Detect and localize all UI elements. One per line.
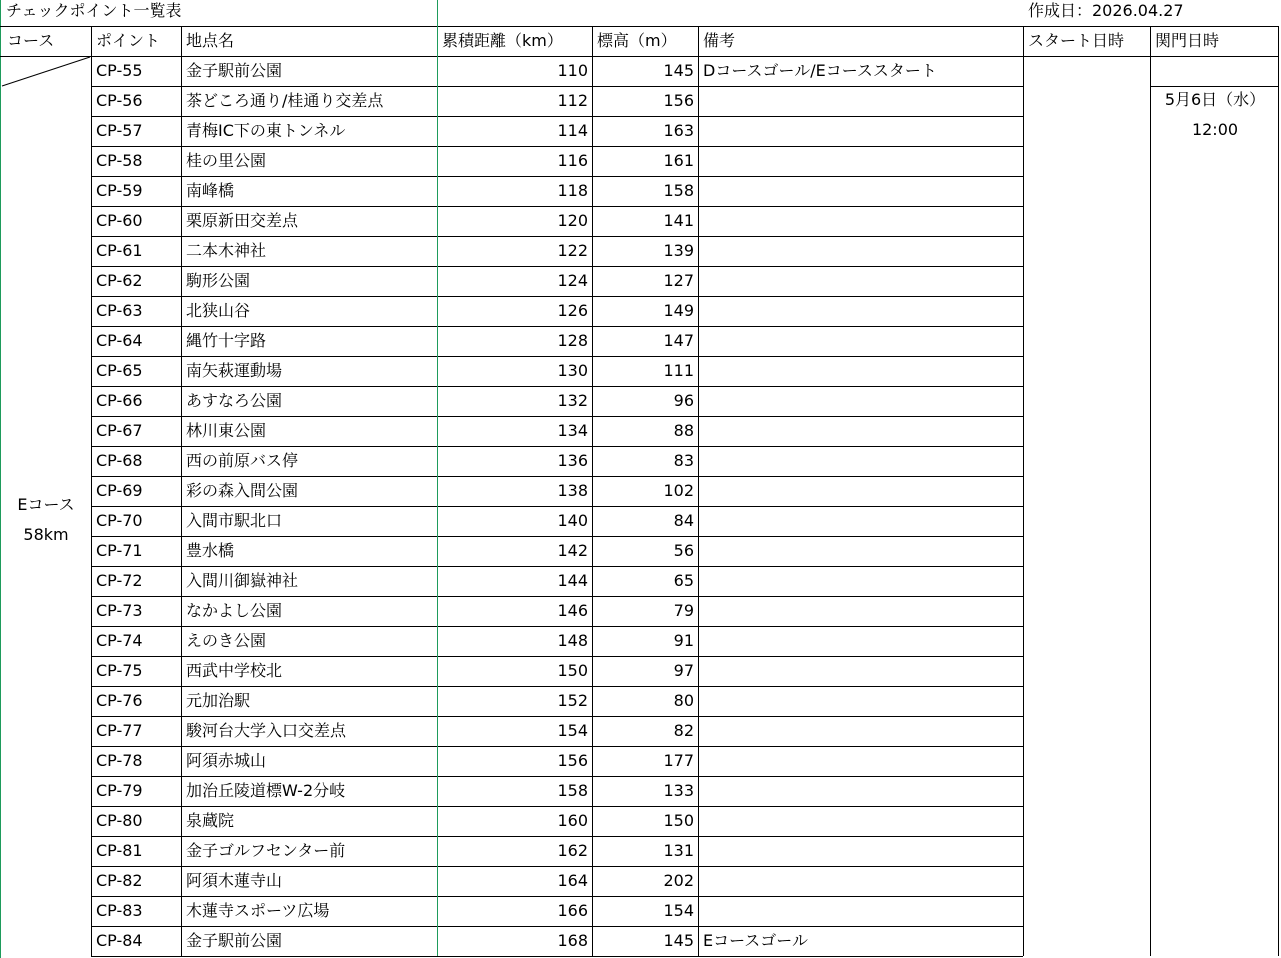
row-cp: CP-55 xyxy=(96,61,143,80)
row-distance: 128 xyxy=(557,331,588,350)
row-note: Dコースゴール/Eコーススタート xyxy=(703,61,937,80)
row-distance: 136 xyxy=(557,451,588,470)
row-elevation: 145 xyxy=(663,931,694,950)
col-border xyxy=(1150,26,1151,956)
row-cp: CP-67 xyxy=(96,421,143,440)
row-note xyxy=(698,746,1023,776)
row-border xyxy=(91,386,1023,387)
row-border xyxy=(91,476,1023,477)
row-distance: 130 xyxy=(557,361,588,380)
row-cp: CP-56 xyxy=(96,91,143,110)
row-place: 桂の里公園 xyxy=(186,151,267,170)
row-border xyxy=(91,266,1023,267)
row-note xyxy=(698,266,1023,296)
row-place: 加治丘陵道標W-2分岐 xyxy=(186,781,346,800)
course-length: 58km xyxy=(23,525,69,544)
row-border xyxy=(91,206,1023,207)
row-distance: 124 xyxy=(557,271,588,290)
row-cp: CP-84 xyxy=(96,931,143,950)
row-border xyxy=(91,746,1023,747)
col-border xyxy=(91,26,92,956)
header-distance: 累積距離（km） xyxy=(442,31,563,50)
row-distance: 140 xyxy=(557,511,588,530)
row-place: 阿須赤城山 xyxy=(186,751,267,770)
row-place: 金子ゴルフセンター前 xyxy=(186,841,346,860)
row-border xyxy=(91,926,1023,927)
row-elevation: 80 xyxy=(673,691,694,710)
row-distance: 158 xyxy=(557,781,588,800)
row-elevation: 102 xyxy=(663,481,694,500)
row-elevation: 127 xyxy=(663,271,694,290)
row-place: 南峰橋 xyxy=(186,181,235,200)
row-border xyxy=(91,716,1023,717)
row-cp: CP-64 xyxy=(96,331,143,350)
row-elevation: 150 xyxy=(663,811,694,830)
row-note xyxy=(698,476,1023,506)
header-start: スタート日時 xyxy=(1028,31,1125,50)
row-distance: 168 xyxy=(557,931,588,950)
row-border xyxy=(91,836,1023,837)
row-note xyxy=(698,566,1023,596)
row-note xyxy=(698,296,1023,326)
row-elevation: 139 xyxy=(663,241,694,260)
row-place: 林川東公園 xyxy=(186,421,267,440)
row-elevation: 202 xyxy=(663,871,694,890)
row-place: 豊水橋 xyxy=(186,541,235,560)
row-distance: 112 xyxy=(557,91,588,110)
row-place: 北狭山谷 xyxy=(186,301,251,320)
row-place: 茶どころ通り/桂通り交差点 xyxy=(186,91,384,110)
row-elevation: 56 xyxy=(673,541,694,560)
row-note xyxy=(698,326,1023,356)
header-elevation: 標高（m） xyxy=(597,31,677,50)
row-elevation: 141 xyxy=(663,211,694,230)
row-place: 元加治駅 xyxy=(186,691,251,710)
row-distance: 120 xyxy=(557,211,588,230)
row-place: 南矢萩運動場 xyxy=(186,361,283,380)
col-border xyxy=(1023,26,1024,956)
header-top-border xyxy=(0,26,1278,27)
row-note xyxy=(698,626,1023,656)
row-note xyxy=(698,146,1023,176)
row-border xyxy=(91,806,1023,807)
row-cp: CP-72 xyxy=(96,571,143,590)
row-place: 木蓮寺スポーツ広場 xyxy=(186,901,330,920)
row-place: えのき公園 xyxy=(186,631,267,650)
row-distance: 118 xyxy=(557,181,588,200)
row-distance: 150 xyxy=(557,661,588,680)
row-border xyxy=(91,146,1023,147)
row-note: Eコースゴール xyxy=(703,931,808,950)
row-note xyxy=(698,596,1023,626)
col-border xyxy=(437,26,438,956)
row-elevation: 83 xyxy=(673,451,694,470)
row-border xyxy=(91,236,1023,237)
row-note xyxy=(698,116,1023,146)
row-border xyxy=(91,446,1023,447)
row-distance: 162 xyxy=(557,841,588,860)
row-place: なかよし公園 xyxy=(186,601,283,620)
row-cp: CP-79 xyxy=(96,781,143,800)
row-elevation: 158 xyxy=(663,181,694,200)
row-distance: 126 xyxy=(557,301,588,320)
row-note xyxy=(698,506,1023,536)
row-elevation: 177 xyxy=(663,751,694,770)
row-border xyxy=(91,866,1023,867)
row-border xyxy=(91,656,1023,657)
row-elevation: 133 xyxy=(663,781,694,800)
row-cp: CP-60 xyxy=(96,211,143,230)
title-divider xyxy=(437,0,438,26)
row-distance: 148 xyxy=(557,631,588,650)
gate-date: 5月6日（水） xyxy=(1164,90,1266,109)
row-note xyxy=(698,536,1023,566)
row-border xyxy=(91,326,1023,327)
row-elevation: 131 xyxy=(663,841,694,860)
row-note xyxy=(698,86,1023,116)
row-note xyxy=(698,776,1023,806)
sheet-title: チェックポイント一覧表 xyxy=(6,1,182,20)
row-distance: 110 xyxy=(557,61,588,80)
row-distance: 166 xyxy=(557,901,588,920)
row-note xyxy=(698,656,1023,686)
row-elevation: 97 xyxy=(673,661,694,680)
row-border xyxy=(91,356,1023,357)
row-border xyxy=(91,896,1023,897)
row-note xyxy=(698,866,1023,896)
row-border xyxy=(91,626,1023,627)
row-elevation: 161 xyxy=(663,151,694,170)
row-elevation: 91 xyxy=(673,631,694,650)
row-cp: CP-58 xyxy=(96,151,143,170)
header-place: 地点名 xyxy=(186,31,235,50)
row-border xyxy=(91,506,1023,507)
row-border xyxy=(91,596,1023,597)
row-place: 西の前原バス停 xyxy=(186,451,299,470)
row-cp: CP-62 xyxy=(96,271,143,290)
row-place: 阿須木蓮寺山 xyxy=(186,871,283,890)
row-cp: CP-81 xyxy=(96,841,143,860)
row-place: 駒形公園 xyxy=(186,271,251,290)
row-cp: CP-63 xyxy=(96,301,143,320)
row-border xyxy=(91,566,1023,567)
row-cp: CP-57 xyxy=(96,121,143,140)
col-border xyxy=(698,26,699,956)
row-distance: 160 xyxy=(557,811,588,830)
row-elevation: 82 xyxy=(673,721,694,740)
row-elevation: 84 xyxy=(673,511,694,530)
row-note xyxy=(698,896,1023,926)
row-distance: 146 xyxy=(557,601,588,620)
row-cp: CP-69 xyxy=(96,481,143,500)
row-note xyxy=(698,386,1023,416)
row-cp: CP-74 xyxy=(96,631,143,650)
row-distance: 154 xyxy=(557,721,588,740)
row-cp: CP-77 xyxy=(96,721,143,740)
sheet-left-edge xyxy=(0,0,1,958)
row-elevation: 147 xyxy=(663,331,694,350)
row-note xyxy=(698,716,1023,746)
row-cp: CP-65 xyxy=(96,361,143,380)
row-border xyxy=(91,956,1023,957)
row-cp: CP-70 xyxy=(96,511,143,530)
row-border xyxy=(91,116,1023,117)
row-note xyxy=(698,806,1023,836)
row-note xyxy=(698,446,1023,476)
row-note xyxy=(698,686,1023,716)
row-elevation: 156 xyxy=(663,91,694,110)
row-distance: 132 xyxy=(557,391,588,410)
row-note xyxy=(698,836,1023,866)
row-note xyxy=(698,236,1023,266)
row-distance: 116 xyxy=(557,151,588,170)
row-elevation: 145 xyxy=(663,61,694,80)
row-note xyxy=(698,416,1023,446)
row-border xyxy=(91,416,1023,417)
row-cp: CP-82 xyxy=(96,871,143,890)
row-place: 二本木神社 xyxy=(186,241,267,260)
course-diagonal-slash xyxy=(0,56,92,87)
row-cp: CP-80 xyxy=(96,811,143,830)
row-place: 青梅IC下の東トンネル xyxy=(186,121,346,140)
row-place: 入間川御嶽神社 xyxy=(186,571,299,590)
row-cp: CP-66 xyxy=(96,391,143,410)
row-border xyxy=(91,536,1023,537)
row-border xyxy=(91,176,1023,177)
row-distance: 152 xyxy=(557,691,588,710)
course-name: Eコース xyxy=(17,495,75,514)
row-distance: 156 xyxy=(557,751,588,770)
row-border xyxy=(91,86,1023,87)
row-note xyxy=(698,356,1023,386)
row-elevation: 65 xyxy=(673,571,694,590)
row-elevation: 96 xyxy=(673,391,694,410)
row-note xyxy=(698,206,1023,236)
gate-time: 12:00 xyxy=(1191,120,1239,139)
row-cp: CP-78 xyxy=(96,751,143,770)
row-distance: 134 xyxy=(557,421,588,440)
row-cp: CP-59 xyxy=(96,181,143,200)
row-cp: CP-75 xyxy=(96,661,143,680)
row-place: 泉蔵院 xyxy=(186,811,235,830)
row-elevation: 111 xyxy=(663,361,694,380)
row-cp: CP-73 xyxy=(96,601,143,620)
row-border xyxy=(91,296,1023,297)
header-course: コース xyxy=(7,31,55,50)
header-gate: 関門日時 xyxy=(1155,31,1220,50)
header-bottom-border xyxy=(0,56,1278,57)
header-note: 備考 xyxy=(703,31,736,50)
row-place: 栗原新田交差点 xyxy=(186,211,299,230)
row-elevation: 79 xyxy=(673,601,694,620)
row-distance: 142 xyxy=(557,541,588,560)
col-border xyxy=(1278,26,1279,956)
row-elevation: 154 xyxy=(663,901,694,920)
row-place: 金子駅前公園 xyxy=(186,61,283,80)
row-distance: 164 xyxy=(557,871,588,890)
row-border xyxy=(91,686,1023,687)
row-distance: 138 xyxy=(557,481,588,500)
row-elevation: 163 xyxy=(663,121,694,140)
row-place: 彩の森入間公園 xyxy=(186,481,299,500)
row-place: 西武中学校北 xyxy=(186,661,283,680)
row-cp: CP-71 xyxy=(96,541,143,560)
row-distance: 122 xyxy=(557,241,588,260)
row-cp: CP-76 xyxy=(96,691,143,710)
row-place: 入間市駅北口 xyxy=(186,511,283,530)
row-place: あすなろ公園 xyxy=(186,391,283,410)
col-border xyxy=(181,26,182,956)
row-place: 駿河台大学入口交差点 xyxy=(186,721,347,740)
created-date: 作成日：2026.04.27 xyxy=(1028,1,1184,20)
row-note xyxy=(698,176,1023,206)
gate-row-border xyxy=(1150,86,1278,87)
row-cp: CP-61 xyxy=(96,241,143,260)
row-elevation: 149 xyxy=(663,301,694,320)
row-cp: CP-83 xyxy=(96,901,143,920)
col-border xyxy=(592,26,593,956)
row-distance: 114 xyxy=(557,121,588,140)
row-border xyxy=(91,776,1023,777)
row-place: 縄竹十字路 xyxy=(186,331,267,350)
row-elevation: 88 xyxy=(673,421,694,440)
row-distance: 144 xyxy=(557,571,588,590)
row-cp: CP-68 xyxy=(96,451,143,470)
row-place: 金子駅前公園 xyxy=(186,931,283,950)
header-point: ポイント xyxy=(96,31,161,50)
